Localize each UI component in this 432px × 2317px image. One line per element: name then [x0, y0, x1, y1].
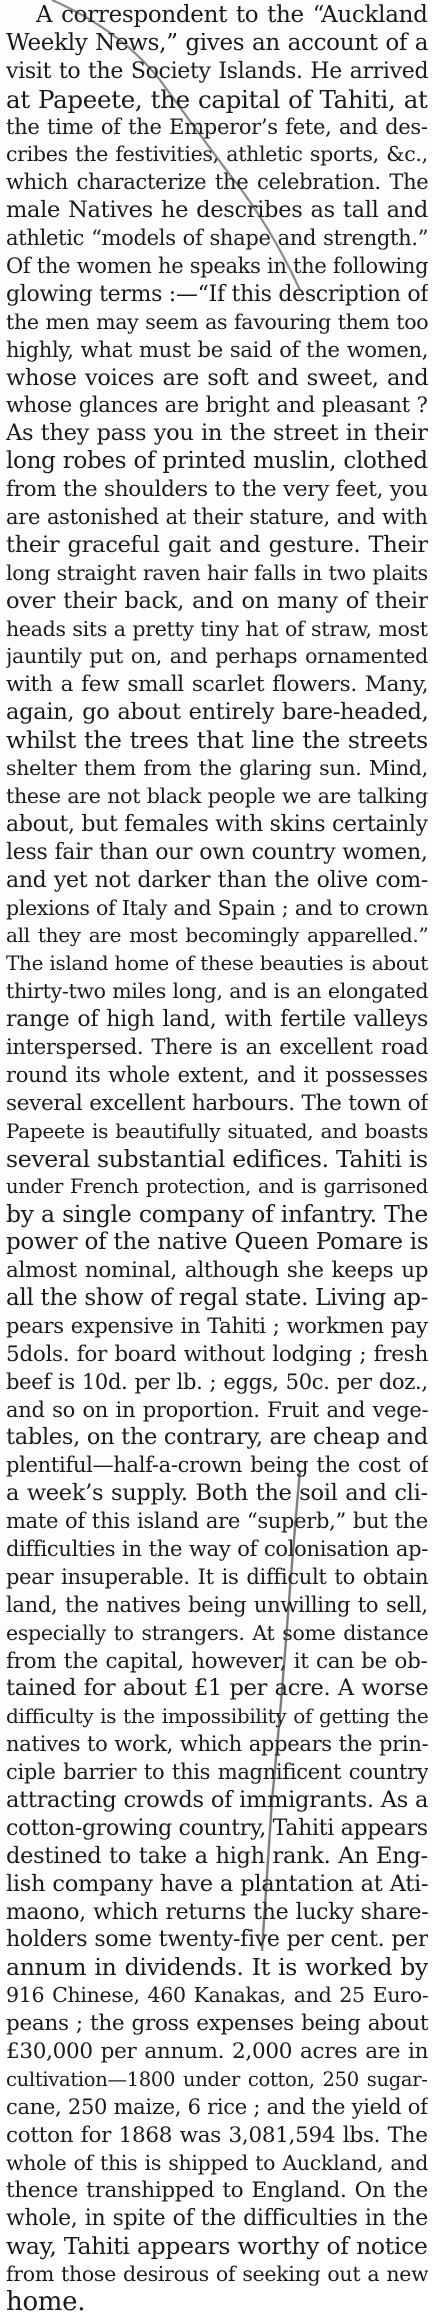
article-line: home.: [6, 2289, 86, 2317]
article-line: tables, on the contrary, are cheap and: [6, 1424, 428, 1451]
article-line: all they are most becomingly apparelled.”: [6, 923, 428, 948]
article-line: which characterize the celebration. The: [6, 170, 428, 195]
article-line: destined to take a high rank. An Eng-: [6, 1842, 428, 1869]
article-line: pears expensive in Tahiti ; workmen pay: [6, 1313, 428, 1338]
article-line: all the show of regal state. Living ap-: [6, 1284, 428, 1311]
article-line: long robes of printed muslin, clothed: [6, 448, 428, 475]
article-line: plexions of Italy and Spain ; and to crown: [6, 895, 428, 920]
article-line: lish company have a plantation at Ati-: [6, 1870, 428, 1897]
article-line: are astonished at their stature, and with: [6, 505, 428, 530]
article-line: from those desirous of seeking out a new: [6, 2262, 428, 2287]
article-line: A correspondent to the “Auckland: [36, 2, 428, 28]
article-line: a week’s supply. Both the soil and cli-: [6, 1480, 428, 1507]
article-line: annum in dividends. It is worked by: [6, 1954, 428, 1982]
article-line: attracting crowds of immigrants. As a: [6, 1787, 428, 1813]
article-line: again, go about entirely bare-headed,: [6, 699, 428, 726]
article-line: these are not black people we are talking: [6, 783, 428, 808]
article-line: tained for about £1 per acre. A worse: [6, 1675, 428, 1702]
article-line: with a few small scarlet flowers. Many,: [6, 672, 428, 698]
article-line: difficulty is the impossibility of getting the: [6, 1704, 428, 1729]
article-line: from the capital, however, it can be ob-: [6, 1648, 428, 1674]
article-line: visit to the Society Islands. He arrived: [6, 58, 428, 84]
article-line: by a single company of infantry. The: [6, 1201, 428, 1229]
article-line: their graceful gait and gesture. Their: [6, 531, 428, 558]
article-line: natives to work, which appears the prin-: [6, 1732, 428, 1757]
article-line: land, the natives being unwilling to sell,: [6, 1592, 428, 1617]
article-line: male Natives he describes as tall and: [6, 197, 428, 224]
article-line: mate of this island are “superb,” but the: [6, 1509, 428, 1534]
article-line: cribes the festivities, athletic sports, &c.,: [6, 142, 428, 167]
article-line: over their back, and on many of their: [6, 587, 428, 614]
article-line: athletic “models of shape and strength.”: [6, 226, 428, 251]
article-line: cotton for 1868 was 3,081,594 lbs. The: [6, 2122, 428, 2148]
article-line: beef is 10d. per lb. ; eggs, 50c. per doz.,: [6, 1369, 428, 1394]
article-line: peans ; the gross expenses being about: [6, 2011, 428, 2037]
article-line: shelter them from the glaring sun. Mind,: [6, 756, 428, 781]
article-line: the men may seem as favouring them too: [6, 309, 428, 334]
article-line: highly, what must be said of the women,: [6, 337, 428, 362]
article-line: about, but females with skins certainly: [6, 811, 428, 837]
article-line: holders some twenty-five per cent. per: [6, 1927, 428, 1953]
article-line: the time of the Emperor’s fete, and des-: [6, 114, 428, 139]
article-line: under French protection, and is garrisoned: [6, 1175, 428, 1199]
article-line: ciple barrier to this magnificent country: [6, 1760, 428, 1785]
article-line: whole, in spite of the difficulties in the: [6, 2206, 428, 2232]
article-line: thence transhipped to England. On the: [6, 2178, 428, 2204]
article-line: plentiful—half-a-crown being the cost of: [6, 1453, 428, 1478]
article-line: As they pass you in the street in their: [6, 420, 428, 447]
article-line: Weekly News,” gives an account of a: [6, 29, 428, 56]
article-line: long straight raven hair falls in two plaits: [6, 560, 428, 585]
article-line: several substantial edifices. Tahiti is: [6, 1145, 428, 1173]
article-line: maono, which returns the lucky share-: [6, 1899, 428, 1925]
article-line: whose glances are bright and pleasant ?: [6, 393, 428, 418]
article-line: especially to strangers. At some distance: [6, 1620, 428, 1645]
article-line: from the shoulders to the very feet, you: [6, 477, 428, 503]
article-line: and yet not darker than the olive com-: [6, 867, 428, 893]
article-line: cotton-growing country, Tahiti appears: [6, 1815, 428, 1841]
article-line: glowing terms :—“If this description of: [6, 281, 428, 307]
article-line: whose voices are soft and sweet, and: [6, 364, 428, 391]
article-line: Papeete is beautifully situated, and boasts: [6, 1118, 428, 1143]
article-line: and so on in proportion. Fruit and vege-: [6, 1397, 428, 1422]
article-line: heads sits a pretty tiny hat of straw, most: [6, 616, 428, 641]
article-line: whole of this is shipped to Auckland, and: [6, 2150, 428, 2175]
article-line: 5dols. for board without lodging ; fresh: [6, 1341, 428, 1367]
article-line: round its whole extent, and it possesses: [6, 1062, 428, 1087]
article-line: cane, 250 maize, 6 rice ; and the yield of: [6, 2094, 428, 2119]
article-line: almost nominal, although she keeps up: [6, 1258, 428, 1284]
article-line: thirty-two miles long, and is an elongated: [6, 979, 428, 1004]
article-line: whilst the trees that line the streets: [6, 727, 428, 755]
article-line: power of the native Queen Pomare is: [6, 1229, 428, 1256]
article-line: less fair than our own country women,: [6, 839, 428, 865]
article-line: 916 Chinese, 460 Kanakas, and 25 Euro-: [6, 1983, 428, 2008]
article-column: [6, 2, 428, 2317]
article-line: The island home of these beauties is about: [6, 951, 428, 976]
article-line: £30,000 per annum. 2,000 acres are in: [6, 2039, 428, 2065]
article-line: pear insuperable. It is difficult to obtain: [6, 1564, 428, 1589]
article-line: way, Tahiti appears worthy of notice: [6, 2233, 428, 2261]
article-line: difficulties in the way of colonisation ap-: [6, 1536, 428, 1561]
article-line: range of high land, with fertile valleys: [6, 1007, 428, 1033]
article-line: Of the women he speaks in the following: [6, 254, 428, 279]
article-line: cultivation—1800 under cotton, 250 sugar-: [6, 2067, 428, 2091]
article-line: interspersed. There is an excellent road: [6, 1034, 428, 1059]
article-line: jauntily put on, and perhaps ornamented: [6, 644, 428, 669]
article-line: at Papeete, the capital of Tahiti, at: [6, 85, 428, 114]
article-line: several excellent harbours. The town of: [6, 1090, 428, 1116]
